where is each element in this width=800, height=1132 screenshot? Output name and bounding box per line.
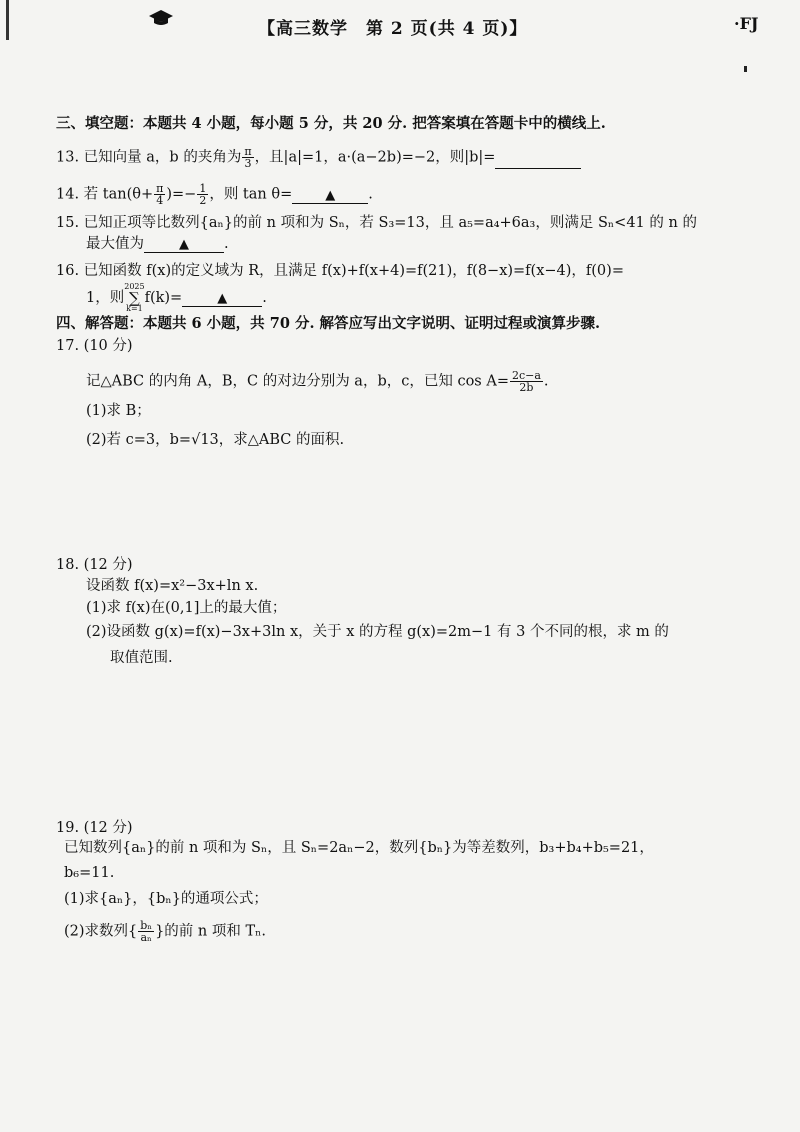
question-19-stem2: b₆=11. bbox=[64, 865, 115, 881]
question-16-line2 bbox=[86, 283, 267, 313]
graduation-cap-icon bbox=[148, 8, 174, 28]
q13-answer-blank[interactable] bbox=[495, 148, 581, 169]
q17-stem-a: 记△ABC 的内角 A，B，C 的对边分别为 a，b，c，已知 cos A= bbox=[86, 373, 509, 390]
q17-fraction bbox=[510, 370, 543, 393]
q16-answer-blank[interactable]: ▲ bbox=[182, 292, 262, 307]
page-header-code: ·FJ bbox=[734, 14, 759, 33]
q16-text-b: f(k)= bbox=[144, 290, 183, 306]
q19-frac-den: aₙ bbox=[140, 931, 152, 944]
question-13 bbox=[56, 146, 581, 169]
scan-speck bbox=[744, 66, 747, 72]
section4-heading: 四、解答题：本题共 6 小题，共 70 分. 解答应写出文字说明、证明过程或演算步骤. bbox=[56, 315, 601, 332]
q14-frac1-den: 4 bbox=[156, 194, 164, 207]
question-16-line1: 16. 已知函数 f(x)的定义域为 R，且满足 f(x)+f(x+4)=f(21)，f(8−x)=f(x−4)，f(0)= bbox=[56, 263, 624, 279]
q16-sum-sigma: ∑ bbox=[129, 289, 140, 307]
q13-text-b: ，且|a|=1，a·(a−2b)=−2，则|b|= bbox=[254, 149, 496, 166]
q13-fraction bbox=[242, 146, 253, 169]
q16-end: . bbox=[262, 290, 267, 306]
q14-text-b: )=− bbox=[166, 186, 197, 203]
question-19-stem1: 已知数列{aₙ}的前 n 项和为 Sₙ，且 Sₙ=2aₙ−2，数列{bₙ}为等差数列，b₃+b₄+b₅=21， bbox=[64, 840, 654, 856]
question-19-part1: (1)求{aₙ}，{bₙ}的通项公式； bbox=[64, 891, 268, 907]
q17-frac-num: 2c−a bbox=[511, 369, 541, 382]
q14-text-c: ，则 tan θ= bbox=[209, 186, 293, 203]
q19-fraction bbox=[138, 920, 154, 943]
page-header-title: 【高三数学 第 2 页(共 4 页)】 bbox=[258, 19, 528, 39]
question-17-part2: (2)若 c=3，b=√13，求△ABC 的面积. bbox=[86, 432, 345, 448]
q17-frac-den: 2b bbox=[519, 381, 534, 394]
q15-answer-blank[interactable]: ▲ bbox=[144, 238, 224, 253]
question-19-title: 19. (12 分) bbox=[56, 820, 133, 836]
question-18-part1: (1)求 f(x)在(0,1]上的最大值； bbox=[86, 600, 287, 616]
section3-heading: 三、填空题：本题共 4 小题，每小题 5 分，共 20 分. 把答案填在答题卡中的横线上. bbox=[56, 115, 606, 132]
q14-frac2-num: 1 bbox=[199, 182, 207, 195]
q15-end: . bbox=[224, 236, 229, 252]
q13-frac-num: π bbox=[244, 145, 252, 158]
question-18-stem: 设函数 f(x)=x²−3x+ln x. bbox=[86, 578, 259, 594]
q16-summation bbox=[124, 283, 144, 313]
question-15-line1: 15. 已知正项等比数列{aₙ}的前 n 项和为 Sₙ，若 S₃=13，且 a₅=a₄+6a₃，则满足 Sₙ<41 的 n 的 bbox=[56, 215, 697, 231]
q14-fraction-1 bbox=[154, 183, 165, 206]
q13-frac-den: 3 bbox=[244, 157, 252, 170]
question-18-part2-cont: 取值范围. bbox=[110, 650, 173, 666]
q19-part2-b: }的前 n 项和 Tₙ. bbox=[155, 923, 267, 940]
question-17-stem bbox=[86, 370, 549, 393]
q14-frac2-den: 2 bbox=[199, 194, 207, 207]
question-18-title: 18. (12 分) bbox=[56, 557, 133, 573]
question-17-title: 17. (10 分) bbox=[56, 338, 133, 354]
q15-text-b: 最大值为 bbox=[86, 236, 144, 252]
q13-text-a: 13. 已知向量 a，b 的夹角为 bbox=[56, 149, 242, 166]
q14-frac1-num: π bbox=[156, 182, 164, 195]
question-14 bbox=[56, 183, 373, 206]
q16-text-a: 1，则 bbox=[86, 290, 125, 306]
q14-end: . bbox=[368, 186, 373, 203]
q17-stem-b: . bbox=[543, 373, 549, 390]
question-18-part2: (2)设函数 g(x)=f(x)−3x+3ln x，关于 x 的方程 g(x)=2m−1 有 3 个不同的根，求 m 的 bbox=[86, 624, 669, 640]
q14-fraction-2 bbox=[197, 183, 208, 206]
q16-sum-top: 2025 bbox=[124, 282, 145, 291]
q16-sum-bottom: k=1 bbox=[126, 304, 143, 313]
q14-answer-blank[interactable]: ▲ bbox=[292, 189, 368, 204]
q19-part2-a: (2)求数列{ bbox=[64, 923, 138, 940]
question-19-part2 bbox=[64, 920, 266, 943]
q19-frac-num: bₙ bbox=[140, 919, 153, 932]
binding-mark bbox=[6, 0, 9, 40]
q14-text-a: 14. 若 tan(θ+ bbox=[56, 186, 154, 203]
question-15-line2 bbox=[86, 234, 229, 254]
question-17-part1: (1)求 B； bbox=[86, 403, 151, 419]
